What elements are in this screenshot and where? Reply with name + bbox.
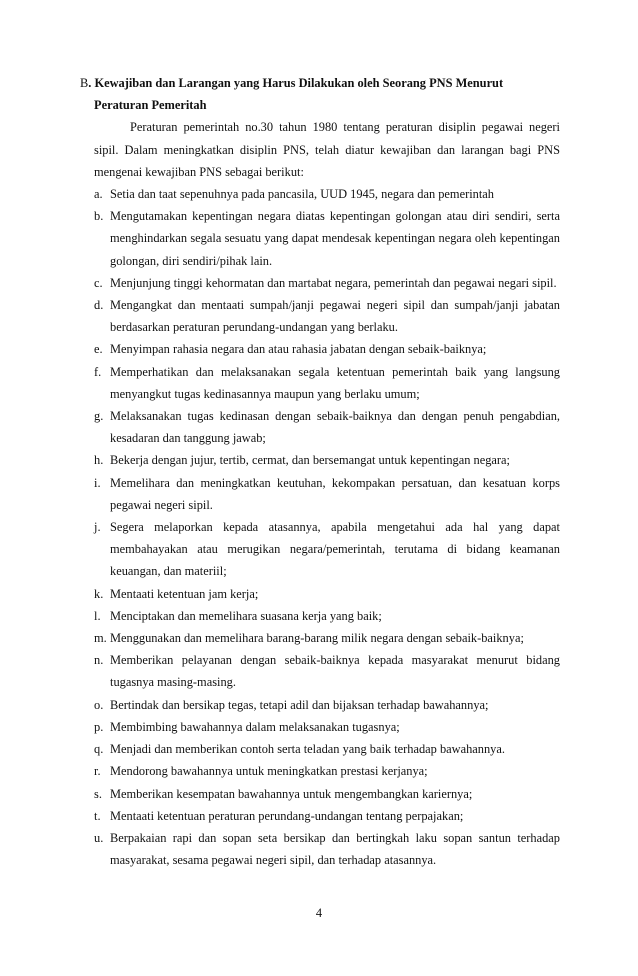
list-marker: s. xyxy=(94,786,102,801)
list-item-text: Memberikan pelayanan dengan sebaik-baiknya kepada masyarakat menurut bidang tugasnya masing-masing. xyxy=(110,653,560,690)
page-number: 4 xyxy=(315,906,323,920)
section-heading xyxy=(80,72,560,116)
list-marker: f. xyxy=(94,364,102,379)
page-content xyxy=(80,72,560,871)
list-item-text: Bekerja dengan jujur, tertib, cermat, dan bersemangat untuk kepentingan negara; xyxy=(110,453,510,468)
list-item xyxy=(94,583,560,605)
list-marker: r. xyxy=(94,764,101,779)
list-item xyxy=(94,805,560,827)
list-marker: t. xyxy=(94,808,101,823)
list-marker: j. xyxy=(94,520,101,535)
list-item-text: Menggunakan dan memelihara barang-barang milik negara dengan sebaik-baiknya; xyxy=(110,631,524,646)
list-item xyxy=(94,716,560,738)
list-marker: g. xyxy=(94,409,104,424)
intro-paragraph: Peraturan pemerintah no.30 tahun 1980 tentang peraturan disiplin pegawai negeri sipil. Dalam meningkatkan disiplin PNS, telah diatur kewajiban dan larangan bagi PNS mengenai kewajiban PNS sebagai berikut: xyxy=(94,120,560,179)
list-item-text: Segera melaporkan kepada atasannya, apabila mengetahui ada hal yang dapat membahayakan atau merugikan negara/pemerintah, terutama di bidang keamanan keuangan, dan materiil; xyxy=(110,520,560,579)
list-item xyxy=(94,294,560,338)
list-marker: u. xyxy=(94,830,104,845)
list-marker: n. xyxy=(94,653,104,668)
section-letter: B xyxy=(80,76,89,90)
list-item-text: Mengutamakan kepentingan negara diatas kepentingan golongan atau diri sendiri, serta menghindarkan segala sesuatu yang dapat mendesak kepentingan negara oleh kepentingan golongan, diri sendiri/pihak lain. xyxy=(110,209,560,268)
list-item-text: Membimbing bawahannya dalam melaksanakan tugasnya; xyxy=(110,719,400,734)
list-item xyxy=(94,472,560,516)
list-marker: h. xyxy=(94,453,104,468)
list-item xyxy=(94,827,560,871)
list-item-text: Mentaati ketentuan peraturan perundang-undangan tentang perpajakan; xyxy=(110,808,464,823)
list-marker: m. xyxy=(94,631,107,646)
list-marker: b. xyxy=(94,209,104,224)
list-item xyxy=(94,738,560,760)
list-item xyxy=(94,205,560,272)
list-item xyxy=(94,405,560,449)
list-marker: i. xyxy=(94,475,101,490)
list-item xyxy=(94,183,560,205)
list-marker: l. xyxy=(94,608,101,623)
list-item-text: Memperhatikan dan melaksanakan segala ketentuan pemerintah baik yang langsung menyangkut tugas kedinasannya maupun yang berlaku umum; xyxy=(110,364,560,401)
list-marker: q. xyxy=(94,742,104,757)
list-item xyxy=(94,760,560,782)
list-marker: a. xyxy=(94,187,103,202)
list-item-text: Menjunjung tinggi kehormatan dan martabat negara, pemerintah dan pegawai negari sipil. xyxy=(110,275,557,290)
obligations-list xyxy=(80,183,560,871)
list-marker: k. xyxy=(94,586,104,601)
list-item-text: Menyimpan rahasia negara dan atau rahasia jabatan dengan sebaik-baiknya; xyxy=(110,342,487,357)
list-item xyxy=(94,649,560,693)
list-marker: e. xyxy=(94,342,103,357)
list-marker: o. xyxy=(94,697,104,712)
section-title: . Kewajiban dan Larangan yang Harus Dilakukan oleh Seorang PNS Menurut Peraturan Pemeritah xyxy=(88,76,504,113)
list-item-text: Memberikan kesempatan bawahannya untuk mengembangkan kariernya; xyxy=(110,786,473,801)
list-item xyxy=(94,694,560,716)
list-item-text: Memelihara dan meningkatkan keutuhan, kekompakan persatuan, dan kesatuan korps pegawai negeri sipil. xyxy=(110,475,560,512)
list-item xyxy=(94,361,560,405)
list-marker: c. xyxy=(94,275,103,290)
list-item-text: Bertindak dan bersikap tegas, tetapi adil dan bijaksan terhadap bawahannya; xyxy=(110,697,489,712)
list-item-text: Mendorong bawahannya untuk meningkatkan prestasi kerjanya; xyxy=(110,764,428,779)
list-item xyxy=(94,627,560,649)
list-item xyxy=(94,338,560,360)
list-item xyxy=(94,605,560,627)
list-item-text: Menciptakan dan memelihara suasana kerja yang baik; xyxy=(110,608,382,623)
list-item-text: Mengangkat dan mentaati sumpah/janji pegawai negeri sipil dan sumpah/janji jabatan berdasarkan peraturan perundang-undangan yang berlaku. xyxy=(110,298,560,335)
list-item xyxy=(94,272,560,294)
list-item-text: Mentaati ketentuan jam kerja; xyxy=(110,586,259,601)
list-item xyxy=(94,449,560,471)
list-marker: p. xyxy=(94,719,104,734)
list-marker: d. xyxy=(94,298,104,313)
list-item xyxy=(94,783,560,805)
list-item-text: Berpakaian rapi dan sopan seta bersikap dan bertingkah laku sopan santun terhadap masyarakat, sesama pegawai negeri sipil, dan terhadap atasannya. xyxy=(110,830,560,868)
list-item-text: Menjadi dan memberikan contoh serta teladan yang baik terhadap bawahannya. xyxy=(110,742,505,757)
list-item-text: Setia dan taat sepenuhnya pada pancasila, UUD 1945, negara dan pemerintah xyxy=(110,187,494,202)
list-item-text: Melaksanakan tugas kedinasan dengan sebaik-baiknya dan dengan penuh pengabdian, kesadaran dan tanggung jawab; xyxy=(110,409,560,446)
list-item xyxy=(94,516,560,583)
